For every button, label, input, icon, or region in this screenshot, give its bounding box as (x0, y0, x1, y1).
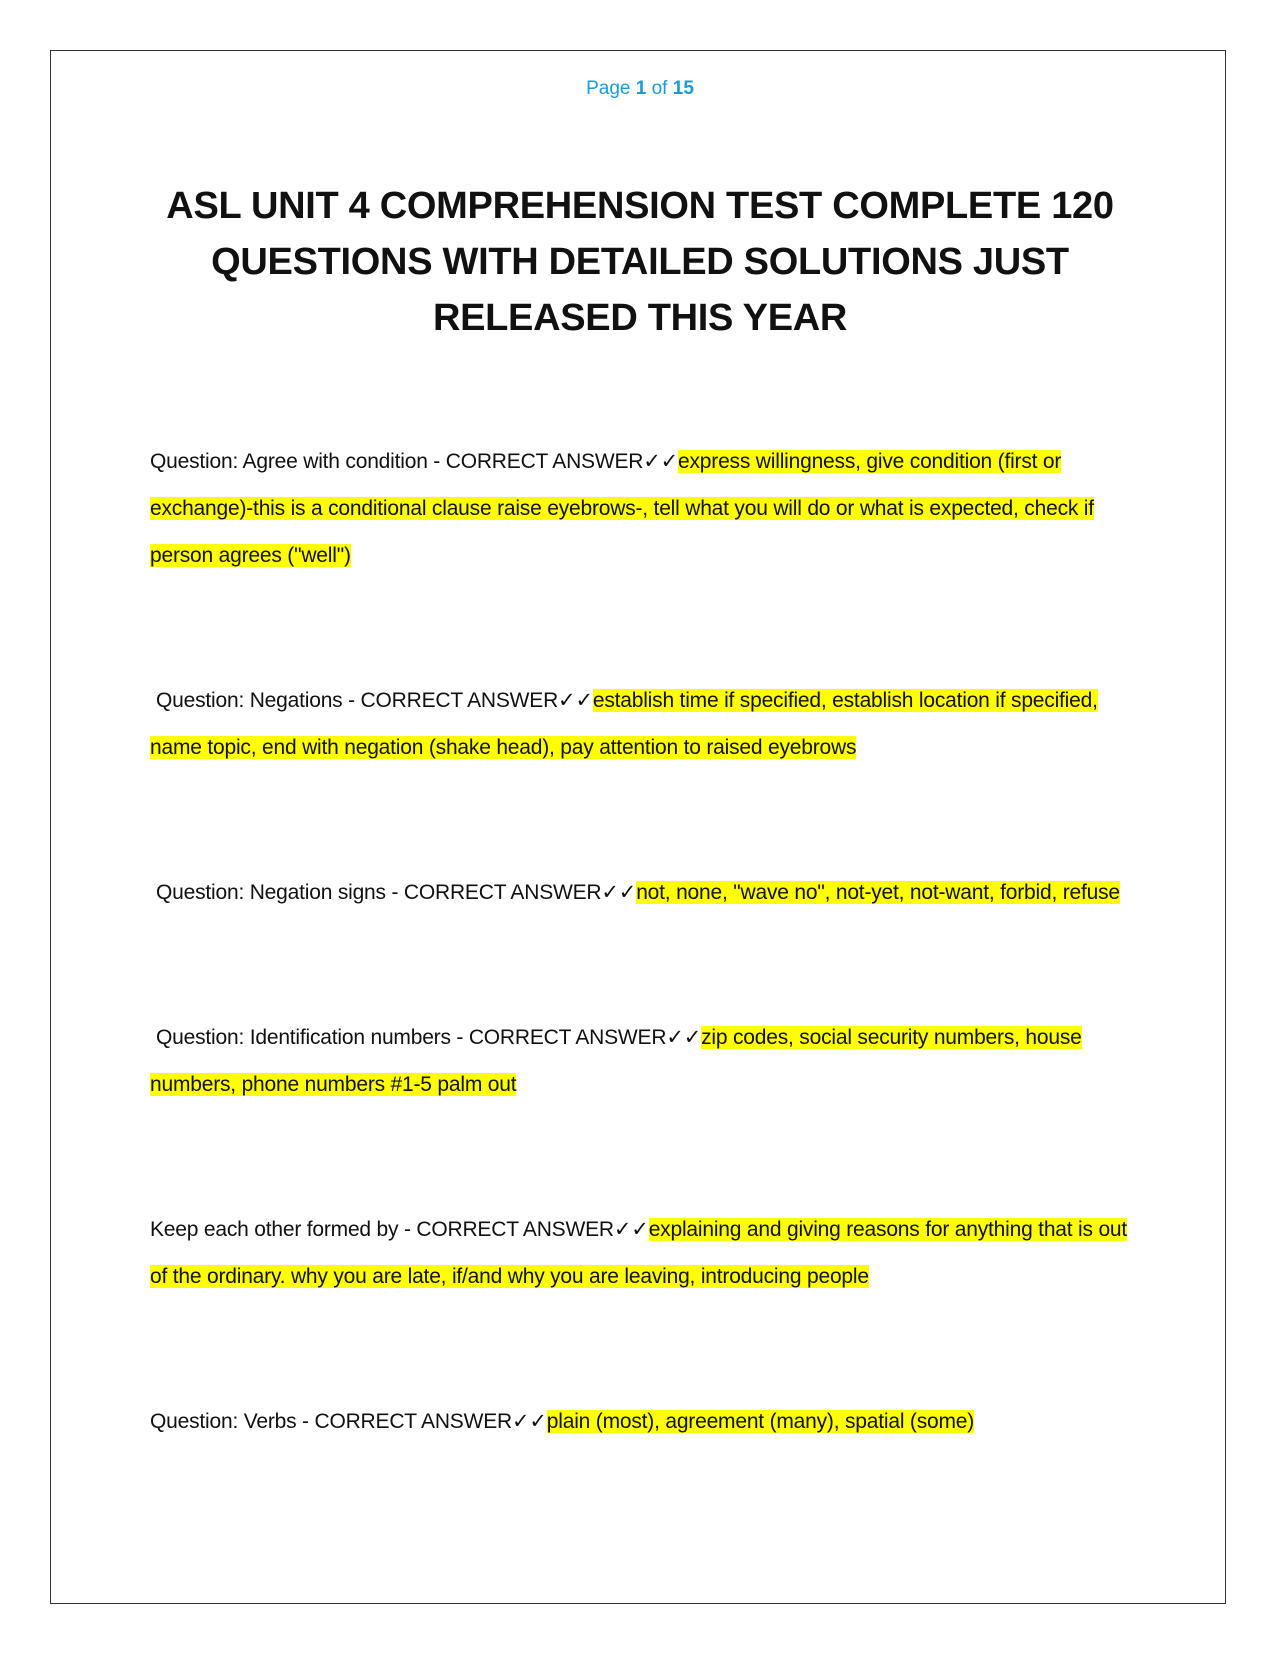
question-text: Question: Negation signs - CORRECT ANSWER✓✓ (156, 881, 637, 904)
qa-item (150, 1398, 1130, 1445)
qa-item (150, 1014, 1130, 1108)
question-text: Question: Negations - CORRECT ANSWER✓✓ (156, 689, 593, 712)
highlighted-answer: explaining and giving reasons for anything that is out of the ordinary. why you are late, if/and why you are leaving, introducing people (150, 1218, 1128, 1288)
question-text: Question: Verbs - CORRECT ANSWER✓✓ (150, 1410, 547, 1433)
question-answer-list (150, 438, 1130, 1445)
question-text: Question: Agree with condition - CORRECT ANSWER✓✓ (150, 450, 679, 473)
question-text: Question: Identification numbers - CORRECT ANSWER✓✓ (156, 1026, 702, 1049)
qa-item (150, 869, 1130, 916)
total-page-count: 15 (672, 78, 694, 99)
highlighted-answer: establish time if specified, establish location if specified, name topic, end with negation (shake head), pay attention to raised eyebrows (150, 689, 1098, 759)
page-label: Page (586, 78, 631, 99)
question-text: Keep each other formed by - CORRECT ANSWER✓✓ (150, 1218, 649, 1241)
qa-item (150, 1206, 1130, 1300)
highlighted-answer: express willingness, give condition (first or exchange)-this is a conditional clause raise eyebrows-, tell what you will do or what is expected, check if person agrees ("well") (150, 450, 1094, 567)
page-number-header (0, 78, 1280, 100)
highlighted-answer: not, none, "wave no", not-yet, not-want, forbid, refuse (636, 881, 1120, 904)
highlighted-answer: plain (most), agreement (many), spatial (some) (546, 1410, 975, 1433)
qa-item (150, 438, 1130, 579)
document-title: ASL UNIT 4 COMPREHENSION TEST COMPLETE 120 QUESTIONS WITH DETAILED SOLUTIONS JUST RELEASED THIS YEAR (166, 185, 1114, 339)
current-page-number: 1 (635, 78, 647, 99)
page-of-label: of (651, 78, 668, 99)
qa-item (150, 677, 1130, 771)
highlighted-answer: zip codes, social security numbers, house numbers, phone numbers #1-5 palm out (150, 1026, 1082, 1096)
